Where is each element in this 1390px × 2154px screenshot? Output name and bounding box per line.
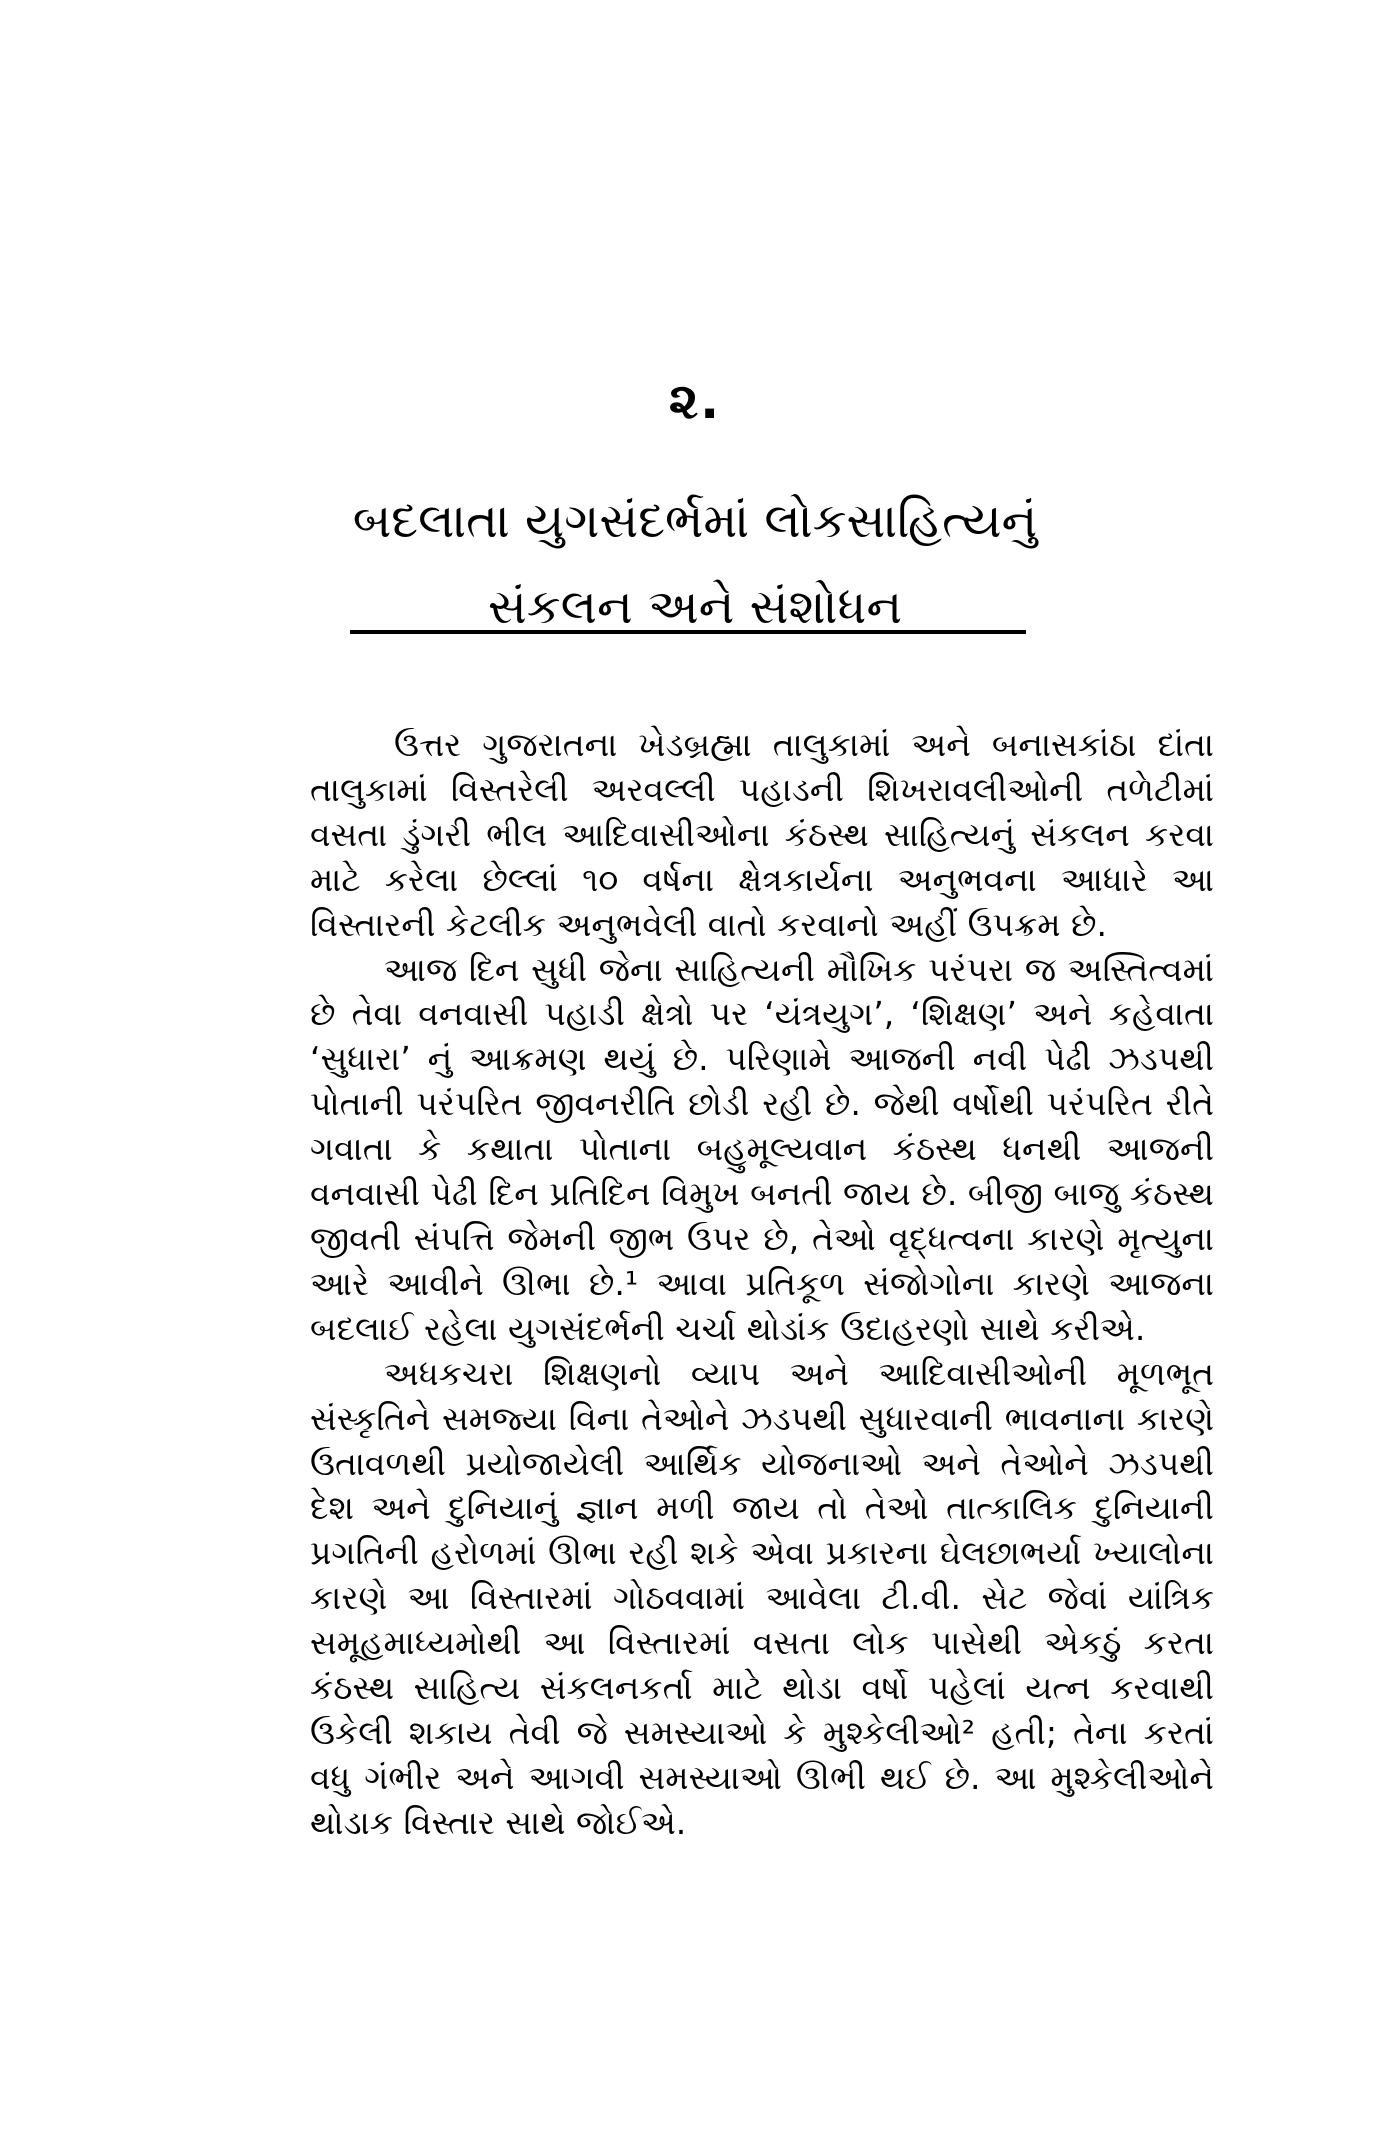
chapter-title xyxy=(0,478,1390,650)
chapter-title-line-1: બદલાતા યુગસંદર્ભમાં લોકસાહિત્યનું xyxy=(352,493,1038,549)
body-text xyxy=(310,723,1214,1846)
paragraph-2: આજ દિન સુધી જેના સાહિત્યની મૌખિક પરંપરા જ અસ્તિત્વમાં છે તેવા વનવાસી પહાડી ક્ષેત્રો પર ‘યંત્રયુગ’, ‘શિક્ષણ’ અને કહેવાતા ‘સુધારા’ નું આક્રમણ થયું છે. પરિણામે આજની નવી પેઢી ઝડપથી પોતાની પરંપરિત જીવનરીતિ છોડી રહી છે. જેથી વર્ષોથી પરંપરિત રીતે ગવાતા કે કથાતા પોતાના બહુમૂલ્યવાન કંઠસ્થ ધનથી આજની વનવાસી પેઢી દિન પ્રતિદિન વિમુખ બનતી જાય છે. બીજી બાજુ કંઠસ્થ જીવતી સંપત્તિ જેમની જીભ ઉપર છે, તેઓ વૃદ્ધત્વના કારણે મૃત્યુના આરે આવીને ઊભા છે.¹ આવા પ્રતિકૂળ સંજોગોના કારણે આજના બદલાઈ રહેલા યુગસંદર્ભની ચર્ચા થોડાંક ઉદાહરણો સાથે કરીએ. xyxy=(310,949,1214,1348)
paragraph-3: અધકચરા શિક્ષણનો વ્યાપ અને આદિવાસીઓની મૂળભૂત સંસ્કૃતિને સમજ્યા વિના તેઓને ઝડપથી સુધારવાની ભાવનાના કારણે ઉતાવળથી પ્રયોજાયેલી આર્થિક યોજનાઓ અને તેઓને ઝડપથી દેશ અને દુનિયાનું જ્ઞાન મળી જાય તો તેઓ તાત્કાલિક દુનિયાની પ્રગતિની હરોળમાં ઊભા રહી શકે એવા પ્રકારના ઘેલછાભર્યા ખ્યાલોના કારણે આ વિસ્તારમાં ગોઠવવામાં આવેલા ટી.વી. સેટ જેવાં યાંત્રિક સમૂહમાધ્યમોથી આ વિસ્તારમાં વસતા લોક પાસેથી એકઠું કરતા કંઠસ્થ સાહિત્ય સંકલનકર્તા માટે થોડા વર્ષો પહેલાં યત્ન કરવાથી ઉકેલી શકાય તેવી જે સમસ્યાઓ કે મુશ્કેલીઓ² હતી; તેના કરતાં વધુ ગંભીર અને આગવી સમસ્યાઓ ઊભી થઈ છે. આ મુશ્કેલીઓને થોડાક વિસ્તાર સાથે જોઈએ. xyxy=(310,1353,1214,1842)
chapter-number: ૨. xyxy=(668,372,722,430)
chapter-title-line-2: સંકલન અને સંશોધન xyxy=(487,579,903,635)
title-underline-divider xyxy=(350,630,1026,634)
paragraph-1: ઉત્તર ગુજરાતના ખેડબ્રહ્મા તાલુકામાં અને બનાસકાંઠા દાંતા તાલુકામાં વિસ્તરેલી અરવલ્લી પહાડની શિખરાવલીઓની તળેટીમાં વસતા ડુંગરી ભીલ આદિવાસીઓના કંઠસ્થ સાહિત્યનું સંકલન કરવા માટે કરેલા છેલ્લાં ૧૦ વર્ષના ક્ષેત્રકાર્યના અનુભવના આધારે આ વિસ્તારની કેટલીક અનુભવેલી વાતો કરવાનો અહીં ઉપક્રમ છે. xyxy=(310,725,1214,944)
